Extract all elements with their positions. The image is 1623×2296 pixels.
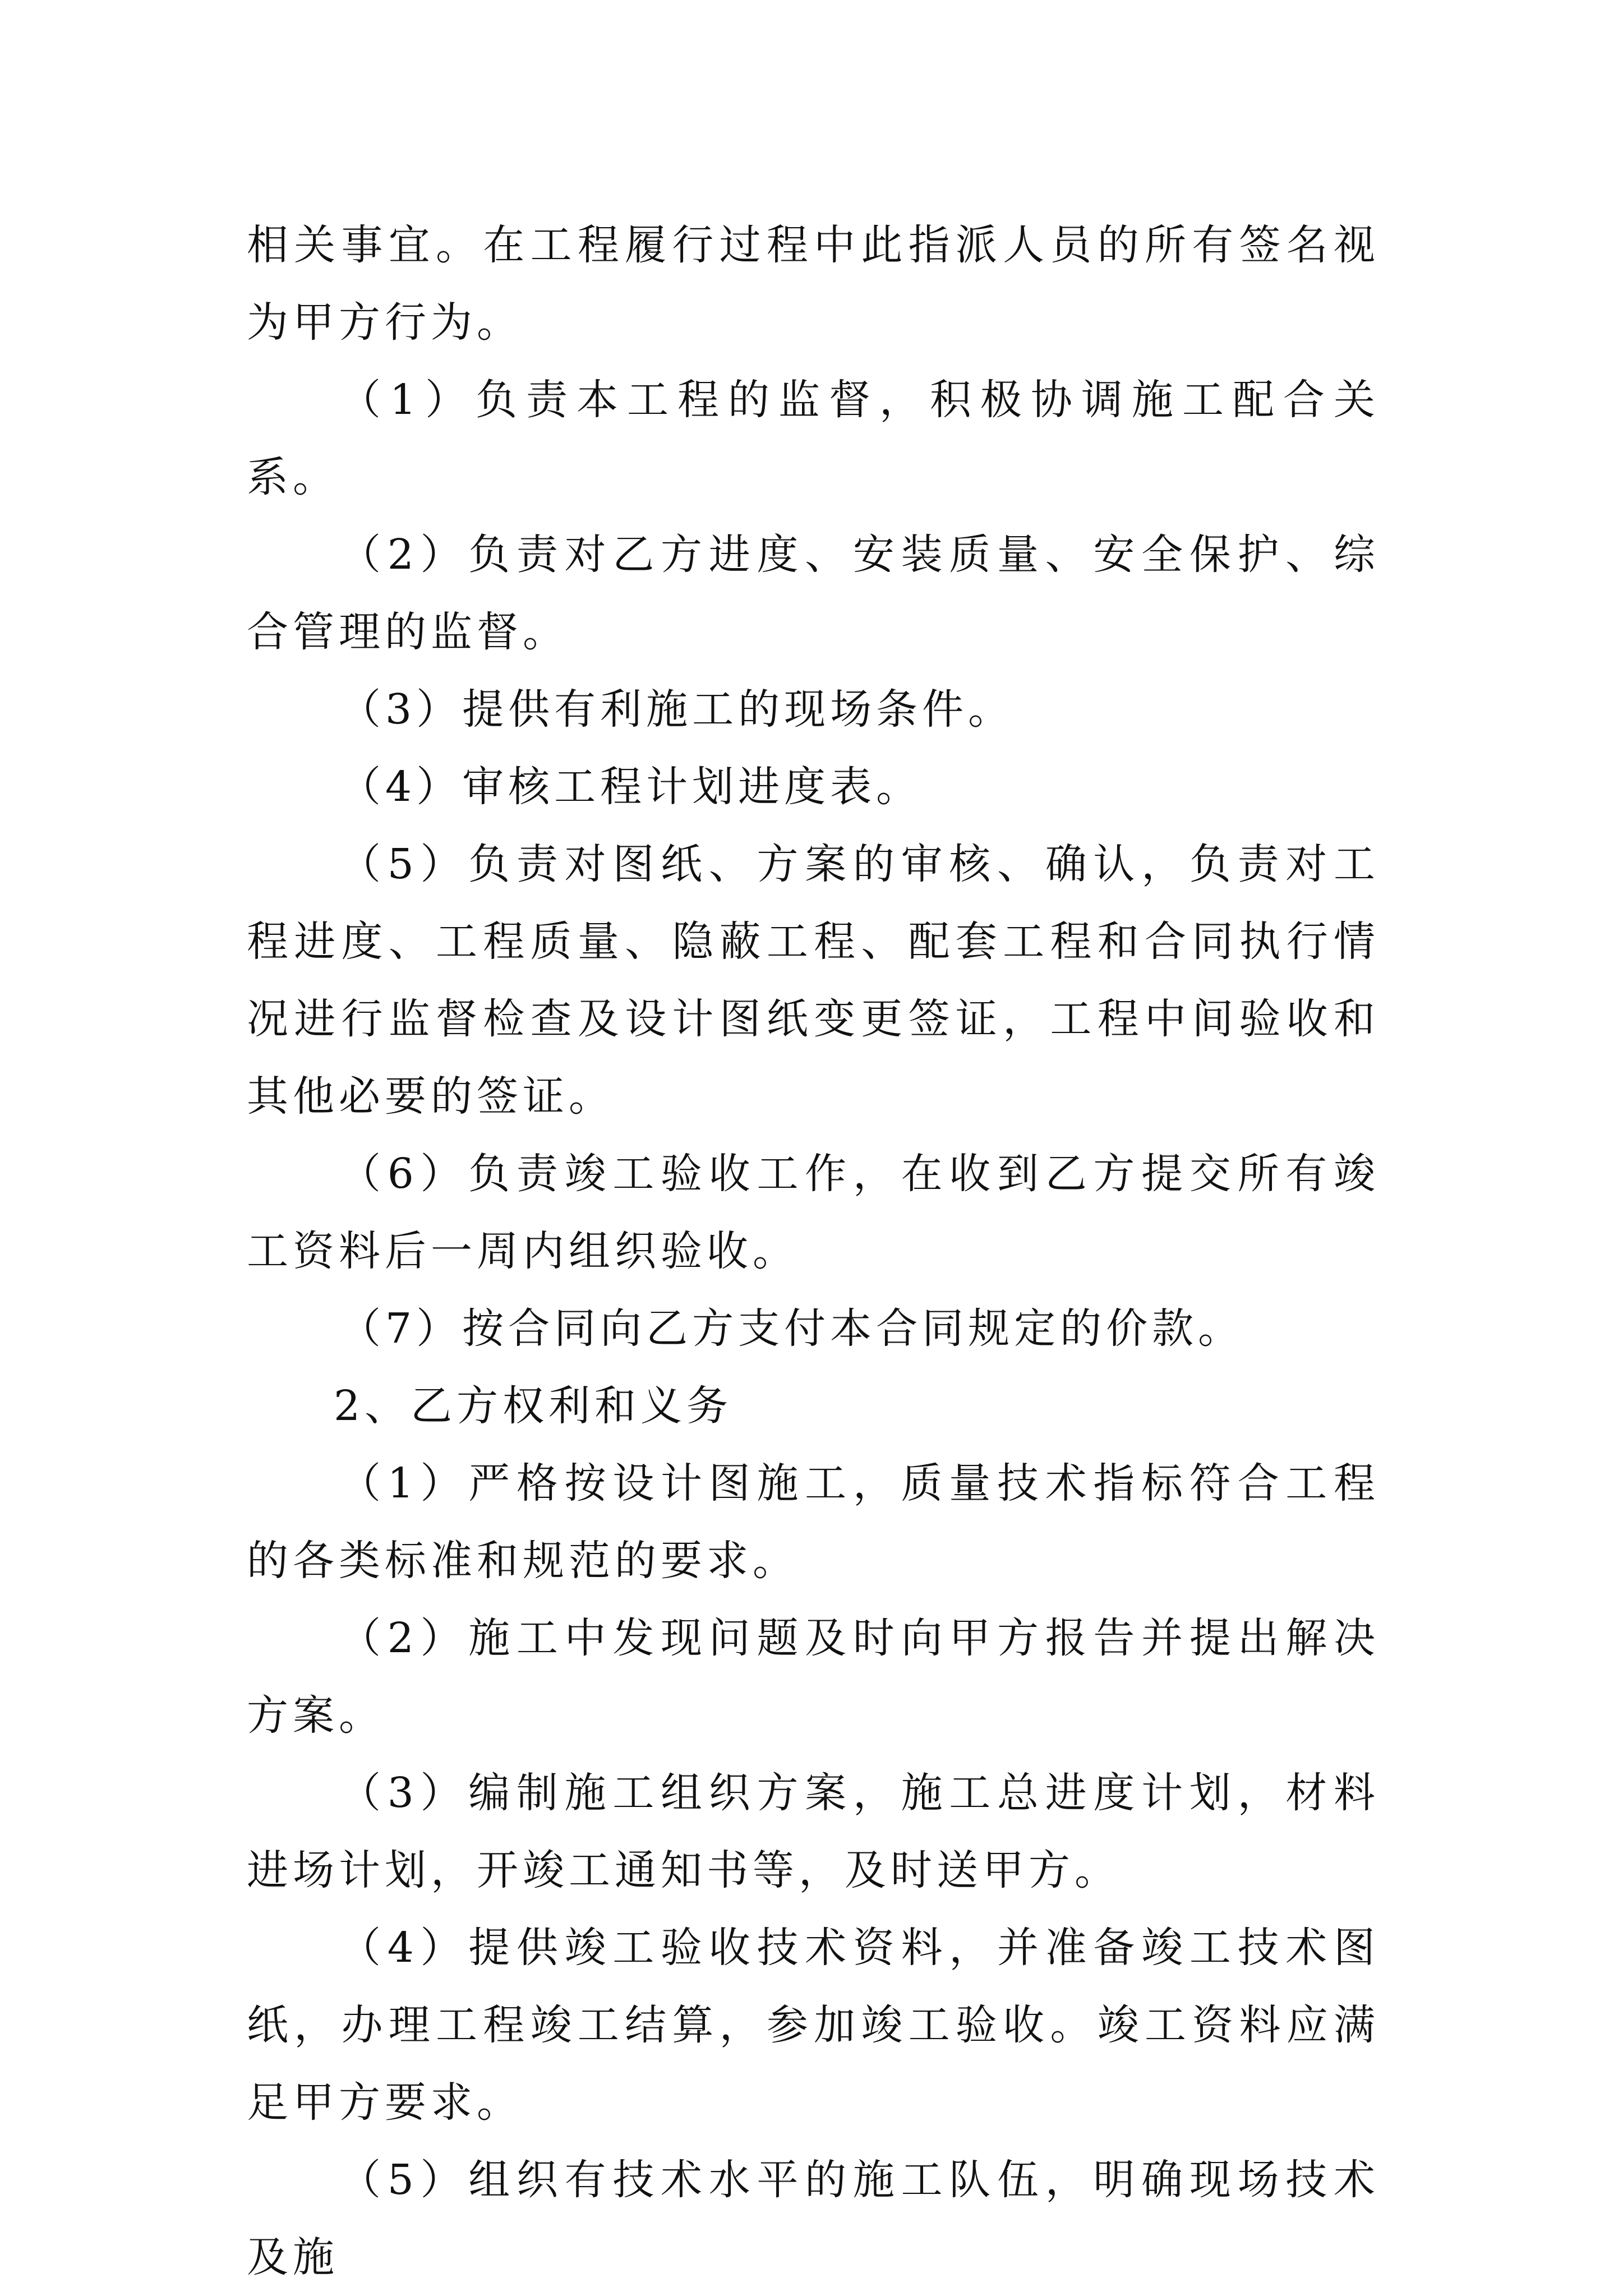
- paragraph-item-b2: （2）施工中发现问题及时向甲方报告并提出解决方案。: [247, 1614, 1380, 1740]
- paragraph-item-1: （1）负责本工程的监督，积极协调施工配合关系。: [247, 376, 1380, 501]
- paragraph-item-2: （2）负责对乙方进度、安装质量、安全保护、综合管理的监督。: [247, 531, 1380, 656]
- paragraph-item-5: （5）负责对图纸、方案的审核、确认，负责对工程进度、工程质量、隐蔽工程、配套工程和合同执行情况进行监督检查及设计图纸变更签证，工程中间验收和其他必要的签证。: [247, 840, 1380, 1121]
- paragraph-continuation: 相关事宜。在工程履行过程中此指派人员的所有签名视为甲方行为。: [247, 221, 1380, 347]
- paragraph-item-b5: （5）组织有技术水平的施工队伍，明确现场技术及施: [247, 2156, 1380, 2281]
- paragraph-item-7: （7）按合同向乙方支付本合同规定的价款。: [339, 1304, 1244, 1353]
- paragraph-item-b4: （4）提供竣工验收技术资料，并准备竣工技术图纸，办理工程竣工结算，参加竣工验收。竣工资料应满足甲方要求。: [247, 1924, 1380, 2127]
- section-heading: 2、乙方权利和义务: [334, 1382, 733, 1430]
- paragraph-item-3: （3）提供有利施工的现场条件。: [339, 685, 1015, 734]
- paragraph-item-b1: （1）严格按设计图施工，质量技术指标符合工程的各类标准和规范的要求。: [247, 1459, 1380, 1585]
- paragraph-item-6: （6）负责竣工验收工作，在收到乙方提交所有竣工资料后一周内组织验收。: [247, 1150, 1380, 1275]
- paragraph-item-4: （4）审核工程计划进度表。: [339, 763, 923, 811]
- document-body: [247, 206, 1380, 2296]
- paragraph-item-b3: （3）编制施工组织方案，施工总进度计划，材料进场计划，开竣工通知书等，及时送甲方。: [247, 1769, 1380, 1894]
